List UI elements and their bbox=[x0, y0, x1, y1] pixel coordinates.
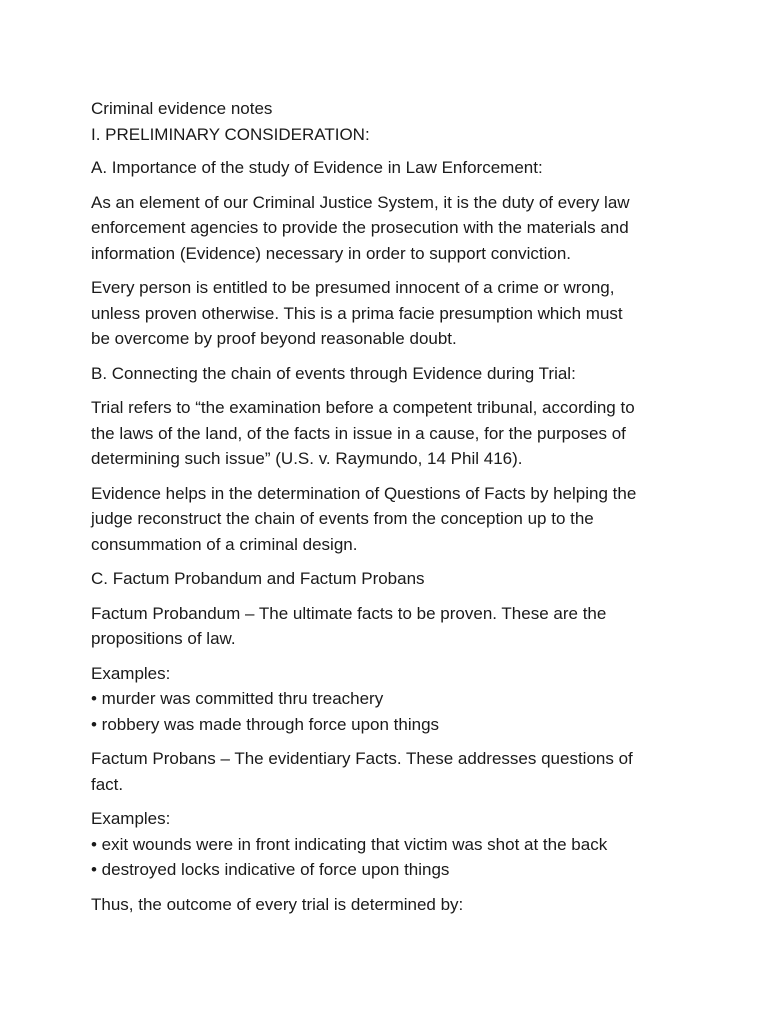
paragraph-line: Factum Probandum – The ultimate facts to be proven. These are the bbox=[91, 603, 607, 623]
examples-label: Examples: bbox=[91, 663, 171, 683]
examples-list-1 bbox=[91, 661, 691, 738]
paragraph-a2 bbox=[91, 275, 691, 352]
paragraph-line: be overcome by proof beyond reasonable doubt. bbox=[91, 329, 457, 348]
paragraph-line: Every person is entitled to be presumed innocent of a crime or wrong, bbox=[91, 278, 615, 297]
paragraph-line: the laws of the land, of the facts in issue in a cause, for the purposes of bbox=[91, 423, 626, 443]
document-title: Criminal evidence notes bbox=[91, 99, 273, 118]
list-item: • robbery was made through force upon things bbox=[91, 714, 440, 734]
paragraph-c1 bbox=[91, 601, 691, 652]
paragraph-line: As an element of our Criminal Justice System, it is the duty of every law bbox=[91, 192, 630, 212]
paragraph-line: Factum Probans – The evidentiary Facts. These addresses questions of bbox=[91, 749, 633, 768]
paragraph-line: propositions of law. bbox=[91, 629, 236, 648]
document-title-block bbox=[91, 96, 691, 147]
subheading-a: A. Importance of the study of Evidence in Law Enforcement: bbox=[91, 158, 543, 177]
examples-list-2 bbox=[91, 806, 691, 883]
section-heading: I. PRELIMINARY CONSIDERATION: bbox=[91, 124, 370, 144]
subheading-c: C. Factum Probandum and Factum Probans bbox=[91, 569, 425, 588]
paragraph-line: Trial refers to “the examination before a competent tribunal, according to bbox=[91, 398, 635, 417]
paragraph-line: consummation of a criminal design. bbox=[91, 534, 358, 554]
subheading-b: B. Connecting the chain of events through Evidence during Trial: bbox=[91, 363, 576, 383]
paragraph-line: determining such issue” (U.S. v. Raymundo, 14 Phil 416). bbox=[91, 449, 523, 468]
list-item: • destroyed locks indicative of force upon things bbox=[91, 860, 450, 879]
paragraph-line: fact. bbox=[91, 774, 124, 794]
list-item: • murder was committed thru treachery bbox=[91, 689, 384, 708]
paragraph-line: unless proven otherwise. This is a prima facie presumption which must bbox=[91, 303, 623, 323]
examples-label: Examples: bbox=[91, 809, 171, 828]
paragraph-b1 bbox=[91, 395, 691, 472]
paragraph-line: information (Evidence) necessary in order to support conviction. bbox=[91, 243, 572, 263]
paragraph-line: enforcement agencies to provide the prosecution with the materials and bbox=[91, 218, 629, 237]
paragraph-line: Evidence helps in the determination of Questions of Facts by helping the bbox=[91, 483, 637, 503]
paragraph-b2 bbox=[91, 481, 691, 558]
paragraph-c2 bbox=[91, 746, 691, 797]
conclusion-line: Thus, the outcome of every trial is determined by: bbox=[91, 894, 464, 914]
paragraph-line: judge reconstruct the chain of events from the conception up to the bbox=[91, 509, 594, 528]
paragraph-a1 bbox=[91, 190, 691, 267]
document-page bbox=[91, 96, 691, 926]
list-item: • exit wounds were in front indicating that victim was shot at the back bbox=[91, 834, 608, 854]
